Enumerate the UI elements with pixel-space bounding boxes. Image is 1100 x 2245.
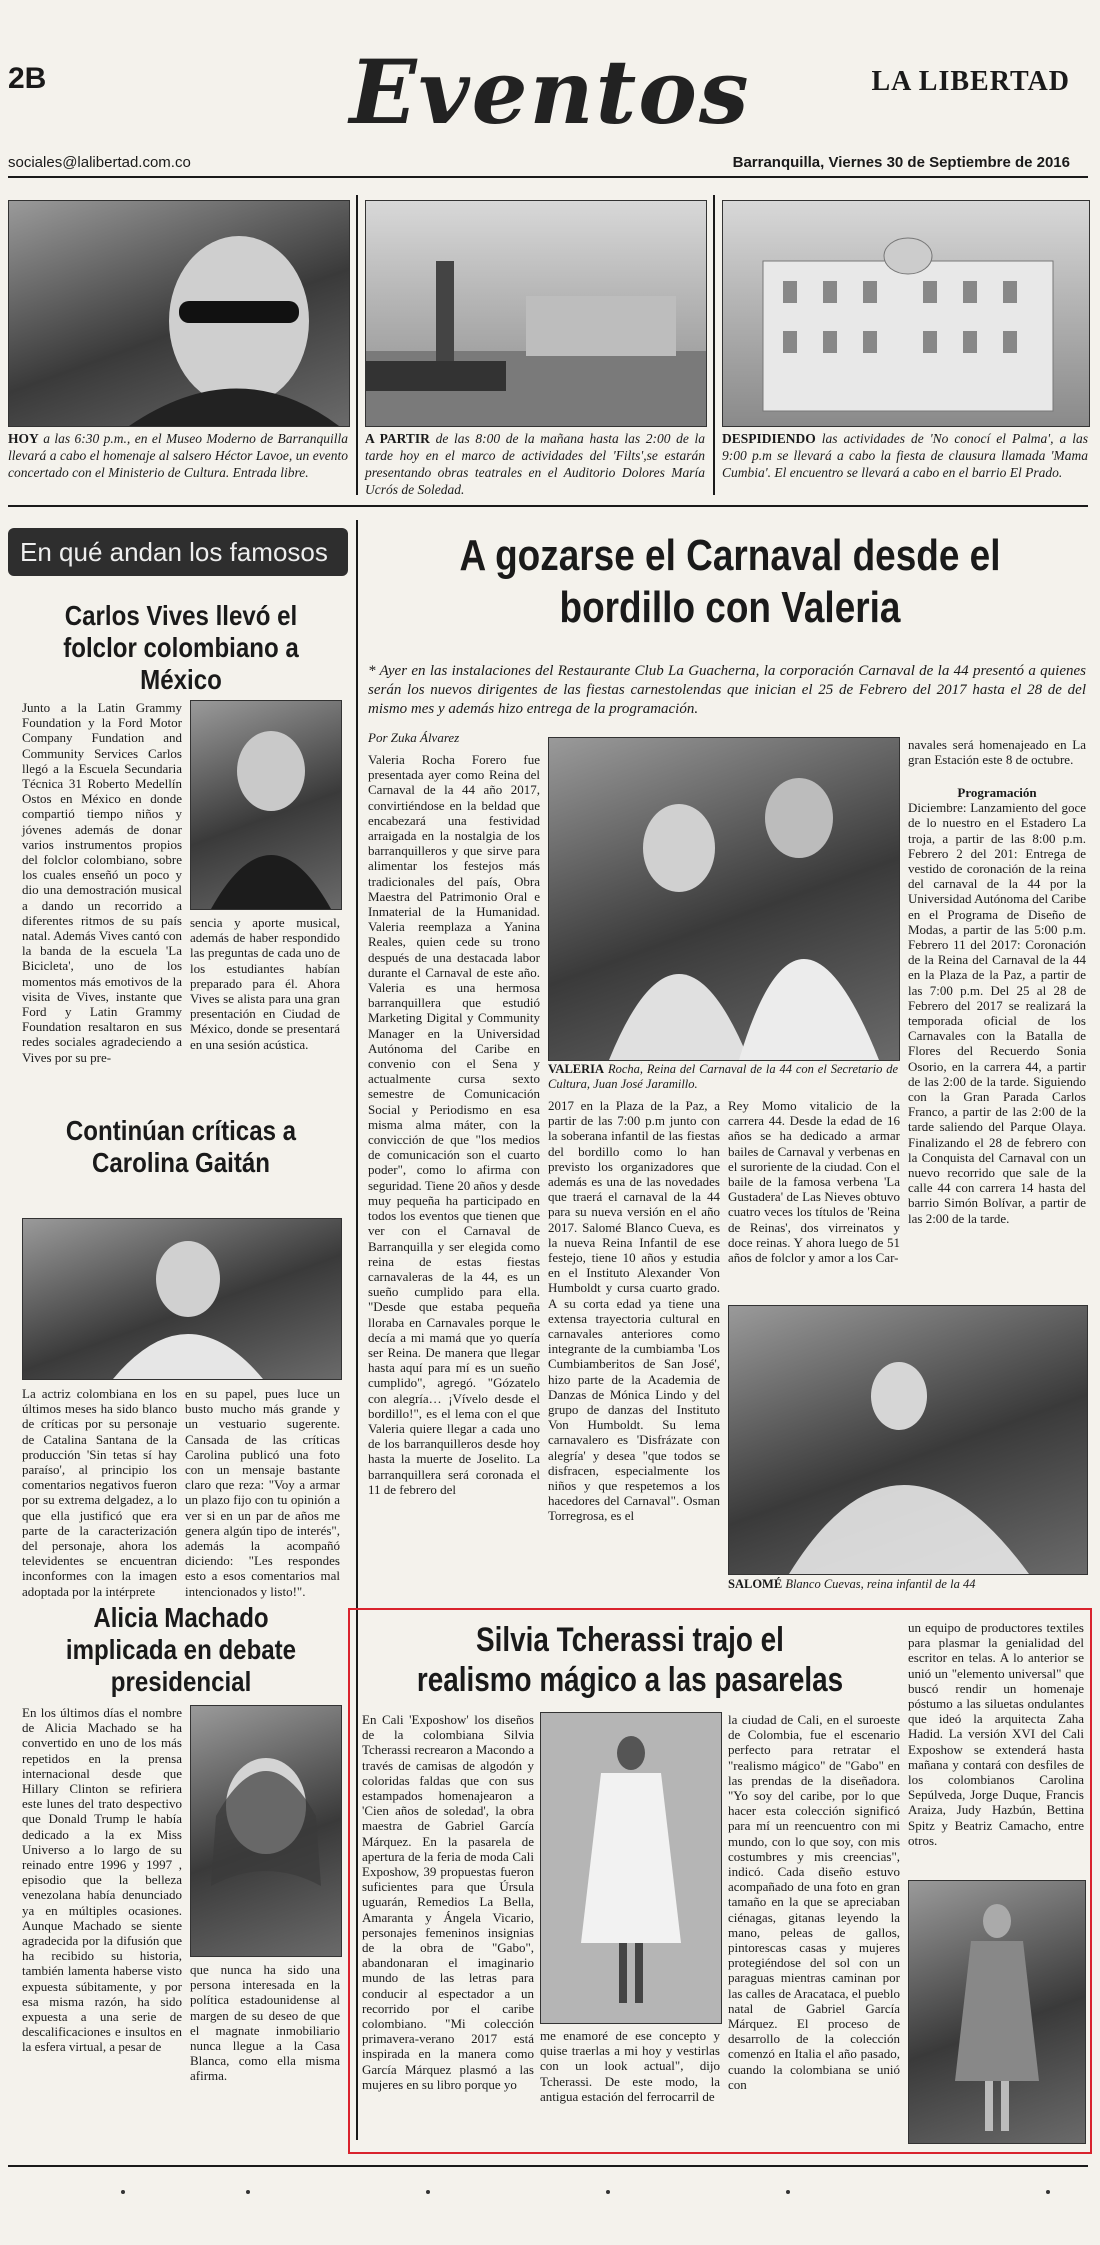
photo-carlos-vives xyxy=(190,700,342,910)
main-column-2: 2017 en la Plaza de la Paz, a partir de las 7:00 p.m junto con la soberana infantil de las fiestas del bordillo como lo han previsto los organizadores que además es una de las novedades que traerá el carnaval de la 44 para su nueva versión en el año 2017. Salomé Blanco Cueva, es la nueva Reina Infantil de ese festejo, tiene 10 años y estudia en el Instituto Alexander Von Humboldt y cursa cuarto grado. A su corta edad ya tiene una extensa trayectoria cultural en carnavales anteriores como integrante de la cumbiamba 'Los Cumbiamberitos de San José', hizo parte de la Academia de Danzas de Mónica Lindo y del grupo de danzas del Instituto Von Humboldt. Su lema carnavalero es 'Disfrázate con alegría' y desea "que todos se disfracen, especialmente los niños y que respetemos a los hacedores del Carnaval". Osman Torregrosa, es el xyxy=(548,1098,720,1524)
fashion-headline: Silvia Tcherassi trajo el realismo mágico a las pasarelas xyxy=(416,1621,844,1699)
story-carolina-gaitan-text-b: en su papel, pues luce un busto mucho más grande y un vestuario sugerente. Cansada de las críticas Carolina publicó una foto con un mensaje bastante claro que reza: "Voy a armar un plazo fijo con tu opinión a ver si en un par de años me genera algún tipo de interés", además la acompañó diciendo: "Les respondes esto a esos comentarios mal intencionados y listo!". xyxy=(185,1386,340,1599)
photo-hector-lavoe xyxy=(8,200,350,427)
main-column-3: Rey Momo vitalicio de la carrera 44. Desde la edad de 16 años se ha dedicado a armar bailes de Carnaval y verbenas en el suroriente de la ciudad. Con el baile de la famosa verbena 'La Gustadera' de Las Nieves obtuvo cuatro veces los títulos de 'Reina de Reinas', dos virreinatos y doce reinas. Y ahora luego de 51 años de folclor y amor a los Car- xyxy=(728,1098,900,1266)
photo-tcherassi-runway-2 xyxy=(908,1880,1086,2144)
main-column-4-top: navales será homenajeado en La gran Estación este 8 de octubre. xyxy=(908,737,1086,768)
fashion-column-4: un equipo de productores textiles para plasmar la genialidad del escritor en telas. A lo anterior se unió un "elemento universal" que buscó rendir un homenaje póstumo a las siluetas ondulantes que ideó la arquitecta Zaha Hadid. La versión XVI del Cali Exposhow se extenderá hasta mañana y contará con desfiles de los colombianos Carolina Sepúlveda, Jorge Duque, Francis Araiza, Judy Hazbún, Bettina Spitz y Beatriz Camacho, entre otros. xyxy=(908,1620,1084,1848)
section-title: Eventos xyxy=(349,40,751,144)
story-alicia-machado-headline: Alicia Machado implicada en debate presidencial xyxy=(65,1602,297,1697)
photo-valeria-rocha xyxy=(548,737,900,1061)
story-carlos-vives-text-a: Junto a la Latin Grammy Foundation y la Ford Motor Company Fundation and Community Services Carlos llegó a la Escuela Secundaria Técnica 31 Roberto Medellín Ostos en México en donde compartió tiempo niños y jóvenes además de donar varios instrumentos propios del folclor colombiano, sobre los cuales enseñó un poco y dio una demostración musical a dando un recorrido a diferentes ritmos de su país natal. Además Vives cantó con la banda de la escuela 'La Bicicleta', uno de los momentos más emotivos de la visita de Vives, instante que Ford y Latin Grammy Foundation resaltaron en sus redes sociales agradeciendo a Vives por su pre- xyxy=(22,700,182,1065)
program-title: Programación xyxy=(957,785,1037,800)
photo-tcherassi-runway-1 xyxy=(540,1712,722,2024)
main-column-1: Valeria Rocha Forero fue presentada ayer como Reina del Carnaval de la 44 año 2017, convirtiéndose en la beldad que encabezará una festividad arraigada en la nostalgia de los barranquilleros y que sirve para alimentar los festejos más tradicionales del país, Obra Maestra del Patrimonio Oral e Inmaterial de la Humanidad. Valeria reemplaza a Yanina Reales, quien cede su trono después de una destacada labor durante el Carnaval de este año. Valeria es una hermosa barranquillera que estudió Marketing Digital y Community Manager en la Universidad Autónoma del Caribe en convenio con el Sena y actualmente cursa sexto semestre de Comunicación Social y Periodismo en esa misma alma máter, con la convicción de que "los medios de comunicación son el cuarto poder", como lo afirma con seguridad. Tiene 20 años y desde muy pequeña ha participado en todos los eventos que tienen que ver con el Carnaval de Barranquilla y ser elegida como reina de estas fiestas carnavaleras de la 44, es un sueño cumplido para ella. "Desde que estaba pequeña lloraba en Carnavales porque le decía a mi mamá que yo quería ser Reina. De manera que llegar hasta aquí para mí es un sueño cumplido", agregó. "Gózatelo con alegría… ¡Vívelo desde el bordillo!", es el lema con el que Valeria quiere llegar a cada uno de los barranquilleros desde hoy hasta la muerte de Joselito. La barranquillera será coronada el 11 de febrero del xyxy=(368,752,540,1497)
story-carolina-gaitan-headline: Continúan críticas a Carolina Gaitán xyxy=(65,1115,297,1178)
caption-valeria: VALERIA Rocha, Reina del Carnaval de la 44 con el Secretario de Cultura, Juan José Jaramillo. xyxy=(548,1062,899,1091)
top-divider-2 xyxy=(713,195,715,495)
fashion-column-3: la ciudad de Cali, en el suroeste de Colombia, fue el escenario perfecto para retratar el "realismo mágico" de "Gabo" en las prendas de la diseñadora. "Yo soy del caribe, por lo que hacer esta colección significó para mí un reencuentro con mi mundo, con lo que soy, con mis costumbres y mis creencias", indicó. Cada diseño estuvo acompañado de una foto en gran tamaño en la que se apreciaban ciénagas, gitanas leyendo la mano, peleas de gallos, pintorescas casas y mujeres protegiéndose del sol con un paraguas mientras caminan por las calles de Aracataca, el pueblo natal de Gabriel García Márquez. El proceso de desarrollo de la colección comenzó en Italia el año pasado, cuando la colombiana se unió con xyxy=(728,1712,900,2092)
fashion-column-1: En Cali 'Exposhow' los diseños de la colombiana Silvia Tcherassi recrearon a Macondo a través de camisas de algodón y coloridas faldas que con sus estampados homenajearon a 'Cien años de soledad', la obra maestra de Gabriel García Márquez. En la pasarela de apertura de la feria de moda Cali Exposhow, 39 propuestas fueron suficientes para que Úrsula uguarán, Remedios La Bella, Amaranta y Ángela Vicario, personajes femeninos insignias de la obra de "Gabo", abandonaran el imaginario mundo de las letras para conducir al espectador a un recorrido por el caribe colombiano. "Mi colección primavera-verano 2017 está inspirada en la manera como García Márquez plasmó a las mujeres en su libro porque yo xyxy=(362,1712,534,2092)
main-headline: A gozarse el Carnaval desde el bordillo con Valeria xyxy=(459,531,1001,632)
story-alicia-machado-text-b: que nunca ha sido una persona interesada en la política estadounidense al margen de su deseo de que el magnate inmobiliario nunca llegue a la Casa Blanca, como ella misma afirma. xyxy=(190,1962,340,2084)
photo-auditorio-soledad xyxy=(365,200,707,427)
main-lede: * Ayer en las instalaciones del Restaurante Club La Guacherna, la corporación Carnaval de la 44 presentó a quienes serán los nuevos dirigentes de las fiestas carnestolendas que inician el 25 de Febrero del 2017 hasta el 28 de del mismo mes y además hizo entrega de la programación. xyxy=(368,663,1086,717)
program-section xyxy=(908,785,1086,1345)
fashion-column-2: me enamoré de ese concepto y quise traerlas a mi hoy y vestirlas con un look actual", dijo Tcherassi. De este modo, la antigua estación del ferrocarril de xyxy=(540,2028,720,2104)
page-number: 2B xyxy=(8,62,47,95)
photo-el-prado-building xyxy=(722,200,1090,427)
masthead-rule xyxy=(8,176,1088,178)
section-email: sociales@lalibertad.com.co xyxy=(8,154,191,171)
caption-photo-2: A PARTIR de las 8:00 de la mañana hasta las 2:00 de la tarde hoy en el marco de actividades del 'Filts',se estarán presentando obras teatrales en el Auditorio Dolores María Ucrós de Soledad. xyxy=(365,431,706,497)
program-text: Diciembre: Lanzamiento del goce de lo nuestro en el Estadero La troja, a partir de las 8:00 p.m. Febrero 2 del 201: Entrega de vestido de coronación de la reina del carnaval de la 44 por la Universidad Autónoma del Caribe en el Programa de Diseño de Modas, a partir de las 5:00 p.m. Febrero 11 del 2017: Coronación de la Reina del Carnaval de la 44 en la Plaza de la Paz, a partir de las 7:00 p.m. Del 25 al 28 de Febrero del 2017 se realizará la temporada oficial de los Carnavales con la Batalla de Flores del Recuerdo Sonia Osorio, en la carrera 44, a partir de las 2:00 de la tarde. Siguiendo con la Gran Parada Carlos Franco, a partir de las 2:00 de la tarde saliendo del Parque Olaya. Finalizando el 28 de febrero con la Conquista del Carnaval con un nuevo recorrido que sale de la calle 44 con carrera 14 hasta del barrio Simón Bolívar, a partir de las 2:00 de la tarde. xyxy=(908,800,1086,1226)
story-carlos-vives-headline: Carlos Vives llevó el folclor colombiano a México xyxy=(63,600,299,695)
bottom-dot-marks xyxy=(8,2182,1088,2202)
bottom-rule xyxy=(8,2165,1088,2167)
newspaper-brand: LA LIBERTAD xyxy=(871,66,1070,97)
photo-salome-blanco xyxy=(728,1305,1088,1575)
story-carlos-vives-text-b: sencia y aporte musical, además de haber respondido las preguntas de cada uno de los estudiantes habían preparado para él. Ahora Vives se alista para una gran presentación en Ciudad de México, donde se presentará en una sesión acústica. xyxy=(190,915,340,1052)
caption-photo-1: HOY a las 6:30 p.m., en el Museo Moderno de Barranquilla llevará a cabo el homenaje al salsero Héctor Lavoe, un evento concertado con el Ministerio de Cultura. Entrada libre. xyxy=(8,431,349,480)
caption-salome: SALOMÉ Blanco Cuevas, reina infantil de la 44 xyxy=(728,1577,976,1591)
famosos-banner: En qué andan los famosos xyxy=(8,528,348,576)
story-alicia-machado-text-a: En los últimos días el nombre de Alicia Machado se ha convertido en uno de los más repetidos en la prensa internacional desde que Hillary Clinton se refiriera este lunes del trato despectivo que Donald Trump le había dedicado a la ex Miss Universo a lo largo de su reinado entre 1996 y 1997 , episodio que la belleza venezolana había denunciado ya en múltiples ocasiones. Aunque Machado se siente agradecida por la difusión que ha recibido su historia, también lamenta haberse visto expuesta súbitamente, y por esa misma razón, ha sido expuesta a una serie de descalificaciones e insultos en la esfera virtual, a pesar de xyxy=(22,1705,182,2055)
top-divider-1 xyxy=(356,195,358,495)
main-byline: Por Zuka Álvarez xyxy=(368,730,460,745)
photo-alicia-machado xyxy=(190,1705,342,1957)
dateline: Barranquilla, Viernes 30 de Septiembre de 2016 xyxy=(732,154,1070,171)
caption-photo-3: DESPIDIENDO las actividades de 'No conocí el Palma', a las 9:00 p.m se llevará a cabo la fiesta de clausura llamada 'Mama Cumbia'. El encuentro se llevará a cabo en el barrio El Prado. xyxy=(722,431,1088,480)
photo-carolina-gaitan xyxy=(22,1218,342,1380)
story-carolina-gaitan-text-a: La actriz colombiana en los últimos meses ha sido blanco de críticas por su personaje de Catalina Santana de la producción 'Sin tetas sí hay paraíso', al principio los comentarios negativos fueron por su extrema delgadez, a lo que ella justificó que era parte de la caracterización del personaje, ahora los televidentes se encuentran inconformes con la imagen adoptada por la intérprete xyxy=(22,1386,177,1599)
top-row-rule xyxy=(8,505,1088,507)
